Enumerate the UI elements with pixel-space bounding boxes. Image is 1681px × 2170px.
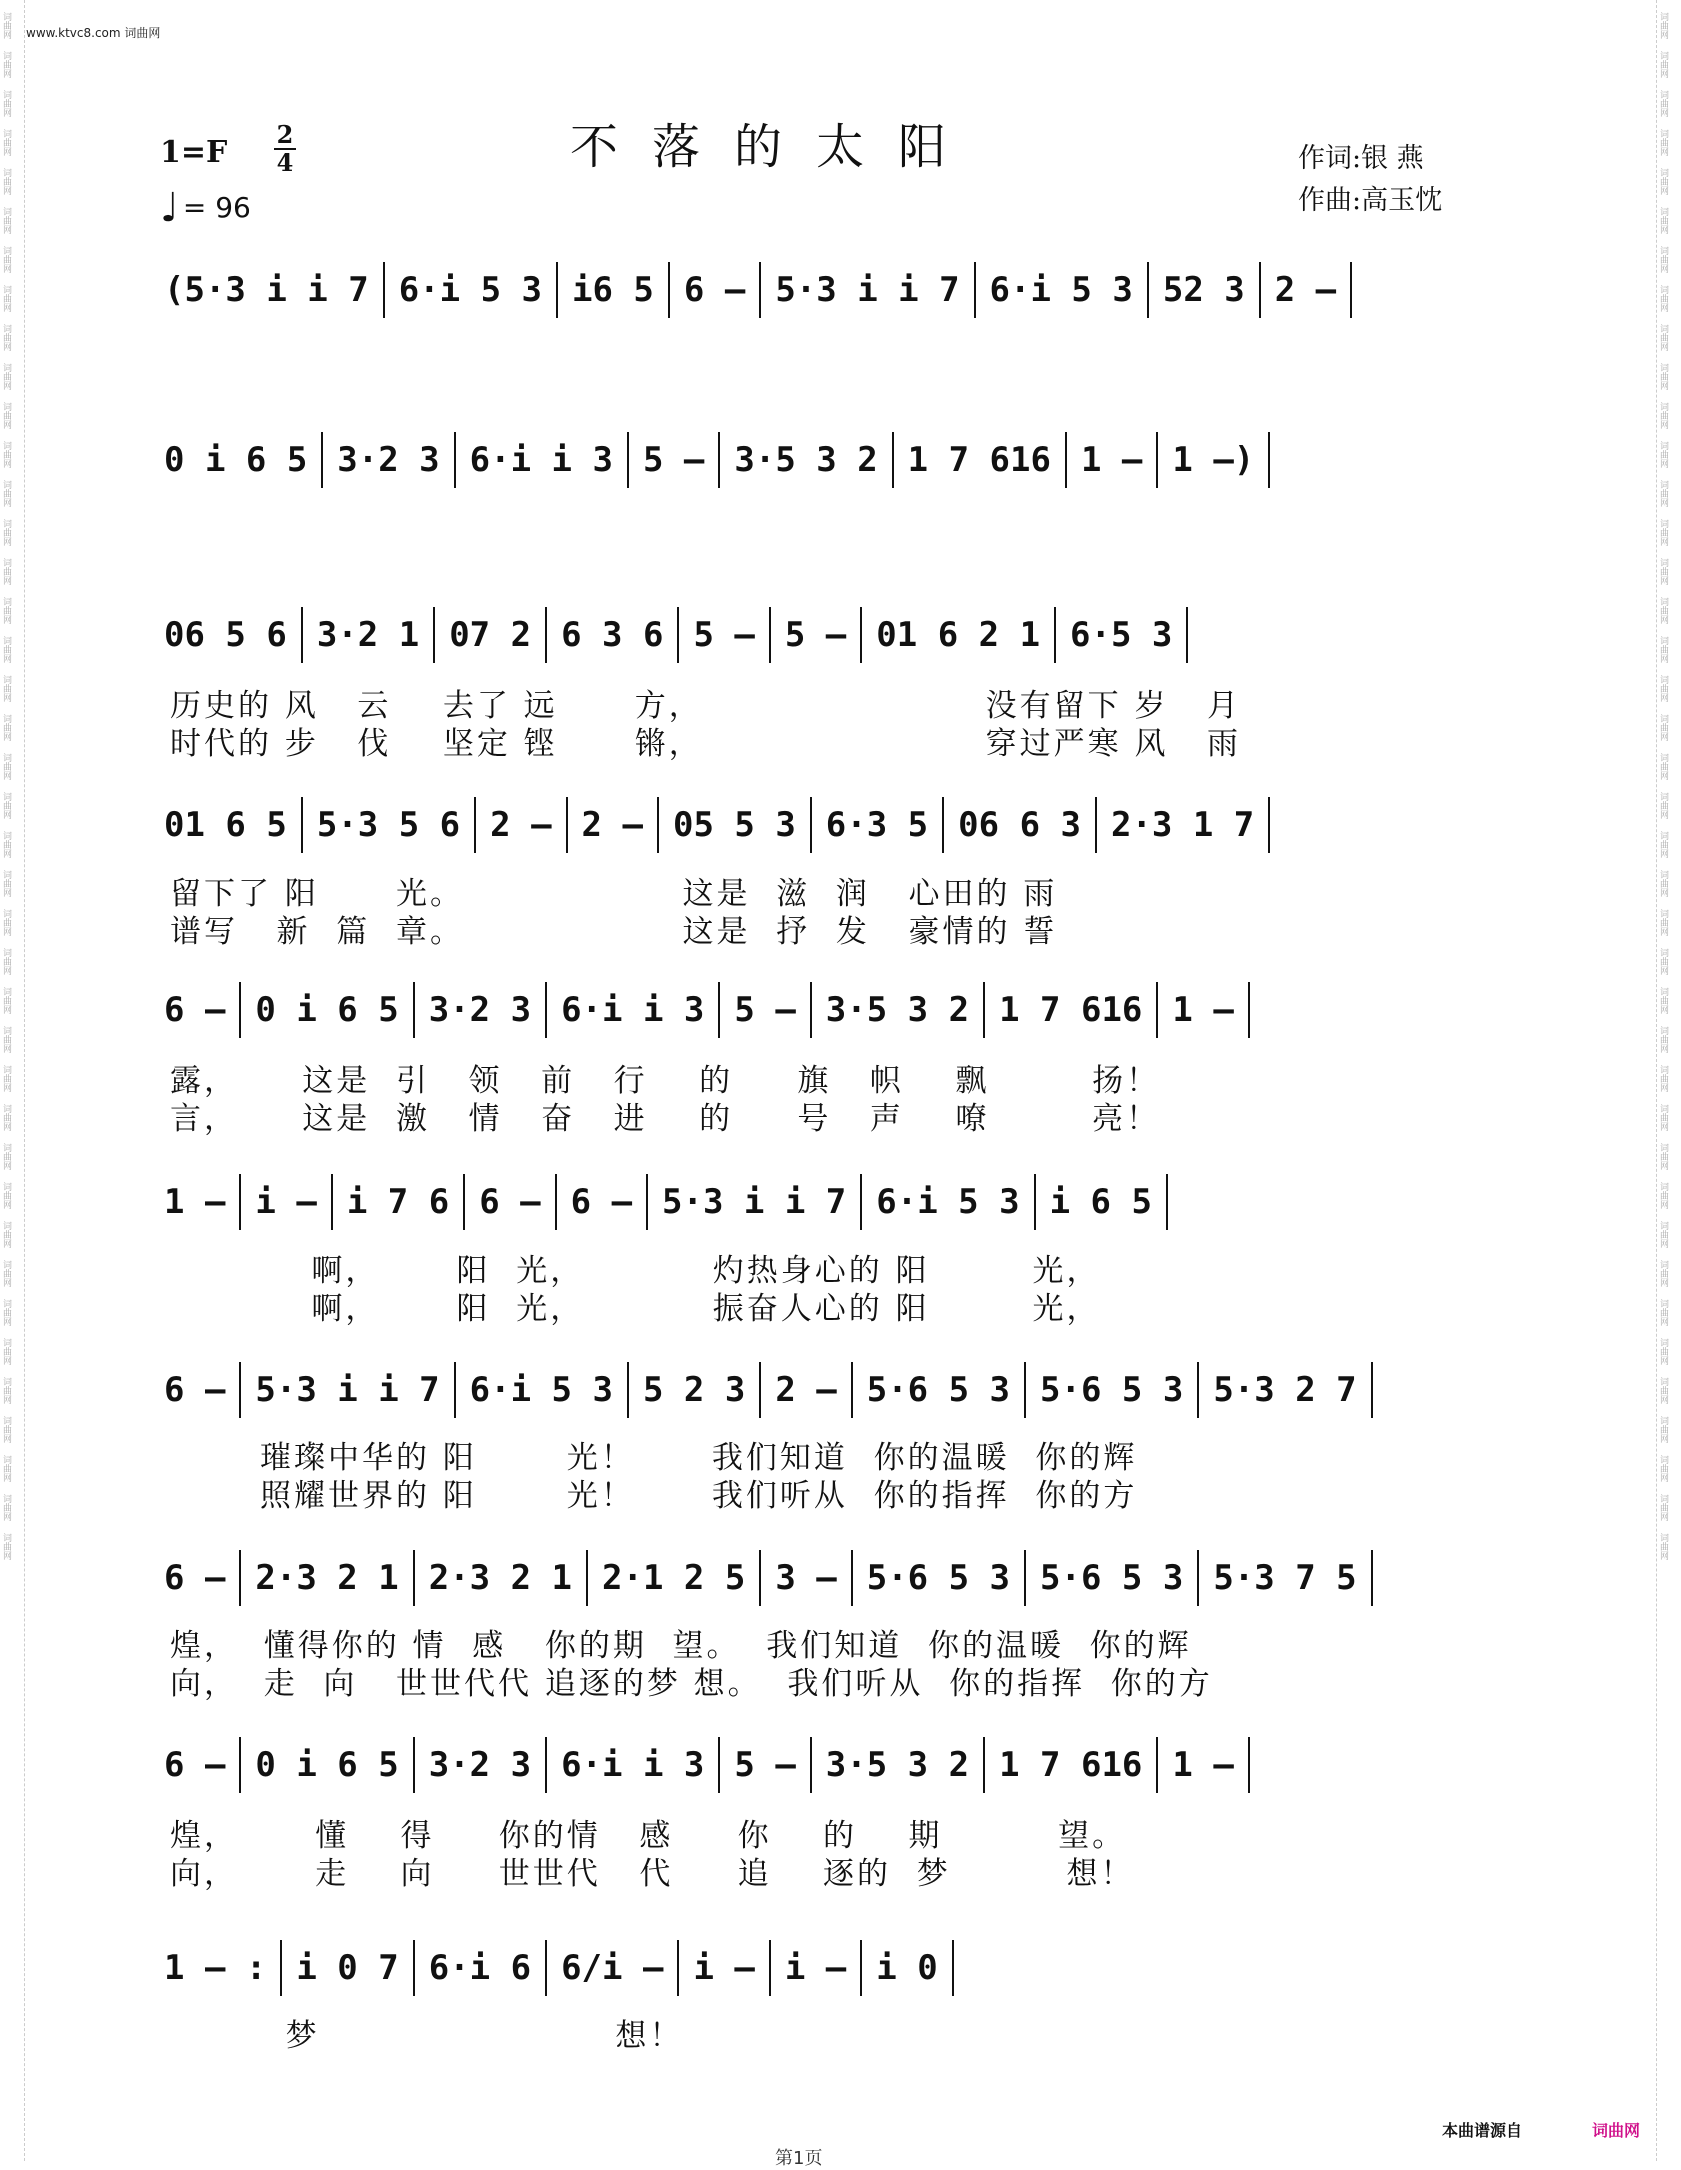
side-watermark: 词曲网 bbox=[1658, 402, 1668, 429]
notation-system bbox=[150, 795, 1501, 855]
notation-system bbox=[150, 1735, 1501, 1795]
measure: 6 – bbox=[668, 262, 759, 318]
side-watermark: 词曲网 bbox=[1, 12, 11, 39]
notation-system bbox=[150, 430, 1501, 490]
measure: 5 – bbox=[769, 607, 860, 663]
measure: 3·2 3 bbox=[413, 1737, 545, 1793]
measure: 3·5 3 2 bbox=[810, 982, 983, 1038]
barline bbox=[1248, 982, 1250, 1038]
side-watermark: 词曲网 bbox=[1658, 1026, 1668, 1053]
measure: 6·i i 3 bbox=[545, 1737, 718, 1793]
lyric-line: 言， 这是 激 情 奋 进 的 号 声 嘹 亮！ bbox=[170, 1101, 1161, 1137]
lyric-line: 啊， 阳 光， 振奋人心的 阳 光， bbox=[170, 1291, 1101, 1327]
side-watermark: 词曲网 bbox=[1658, 792, 1668, 819]
measure: 6·i 5 3 bbox=[860, 1174, 1033, 1230]
measure: 2 – bbox=[566, 797, 657, 853]
measure: 2 – bbox=[474, 797, 565, 853]
side-watermark: 词曲网 bbox=[1658, 1260, 1668, 1287]
measure: 3·2 1 bbox=[301, 607, 433, 663]
side-watermark: 词曲网 bbox=[1, 792, 11, 819]
measure: 3·2 3 bbox=[321, 432, 453, 488]
side-watermark: 词曲网 bbox=[1, 1221, 11, 1248]
side-watermark: 词曲网 bbox=[1, 246, 11, 273]
side-watermark: 词曲网 bbox=[1, 129, 11, 156]
side-watermark: 词曲网 bbox=[1658, 519, 1668, 546]
measure: 6 3 6 bbox=[545, 607, 677, 663]
measure: 6 – bbox=[164, 990, 226, 1030]
measure: 07 2 bbox=[433, 607, 545, 663]
site-header[interactable]: www.ktvc8.com 词曲网 bbox=[26, 26, 161, 40]
measure: 5 2 3 bbox=[627, 1362, 759, 1418]
side-watermark: 词曲网 bbox=[1658, 12, 1668, 39]
side-watermark: 词曲网 bbox=[1658, 480, 1668, 507]
side-watermark: 词曲网 bbox=[1, 1377, 11, 1404]
side-watermark: 词曲网 bbox=[1658, 987, 1668, 1014]
side-watermark: 词曲网 bbox=[1658, 1416, 1668, 1443]
lyric-line: 梦 想！ bbox=[170, 2018, 684, 2054]
measure: 6/i – bbox=[545, 1940, 677, 1996]
barline bbox=[952, 1940, 954, 1996]
side-watermark: 词曲网 bbox=[1, 1299, 11, 1326]
measure: (5·3 i i 7 bbox=[164, 270, 369, 310]
measure: 5·6 5 3 bbox=[851, 1362, 1024, 1418]
time-signature-bottom: 4 bbox=[276, 148, 294, 177]
side-watermark: 词曲网 bbox=[1, 636, 11, 663]
side-watermark: 词曲网 bbox=[1, 1455, 11, 1482]
side-watermark: 词曲网 bbox=[1, 480, 11, 507]
measure: 6·5 3 bbox=[1054, 607, 1186, 663]
side-watermark: 词曲网 bbox=[1658, 246, 1668, 273]
side-watermark: 词曲网 bbox=[1658, 51, 1668, 78]
notation-system bbox=[150, 1360, 1501, 1420]
time-signature-top: 2 bbox=[276, 120, 294, 149]
footer-note: 本曲谱源自 bbox=[1442, 2121, 1523, 2140]
side-watermark: 词曲网 bbox=[1, 675, 11, 702]
lyricist: 作词:银 燕 bbox=[1298, 143, 1424, 174]
notation-system bbox=[150, 1172, 1501, 1232]
side-watermark: 词曲网 bbox=[1658, 1143, 1668, 1170]
measure: 0 i 6 5 bbox=[239, 982, 412, 1038]
lyric-line: 露， 这是 引 领 前 行 的 旗 帜 飘 扬！ bbox=[170, 1063, 1161, 1099]
measure: 5·3 i i 7 bbox=[239, 1362, 453, 1418]
measure: 6 – bbox=[164, 1370, 226, 1410]
side-watermark: 词曲网 bbox=[1, 519, 11, 546]
measure: 5 – bbox=[718, 982, 809, 1038]
side-watermark: 词曲网 bbox=[1658, 675, 1668, 702]
side-watermark: 词曲网 bbox=[1658, 714, 1668, 741]
measure: 5 – bbox=[718, 1737, 809, 1793]
measure: 6·3 5 bbox=[810, 797, 942, 853]
left-margin-strip bbox=[0, 0, 25, 2161]
measure: 6 – bbox=[555, 1174, 646, 1230]
measure: 01 6 2 1 bbox=[860, 607, 1054, 663]
lyric-line: 煌， 懂 得 你的情 感 你 的 期 望。 bbox=[170, 1818, 1127, 1854]
tempo-marking bbox=[160, 185, 251, 231]
side-watermark: 词曲网 bbox=[1658, 207, 1668, 234]
measure: 01 6 5 bbox=[164, 805, 287, 845]
side-watermark: 词曲网 bbox=[1658, 558, 1668, 585]
barline bbox=[1268, 432, 1270, 488]
notation-system bbox=[150, 260, 1501, 320]
time-signature bbox=[274, 122, 296, 176]
measure: 2·3 1 7 bbox=[1095, 797, 1268, 853]
side-watermark: 词曲网 bbox=[1658, 597, 1668, 624]
measure: 1 – bbox=[1156, 1737, 1247, 1793]
measure: 6·i i 3 bbox=[454, 432, 627, 488]
side-watermark: 词曲网 bbox=[1, 987, 11, 1014]
measure: 2·3 2 1 bbox=[413, 1550, 586, 1606]
side-watermark: 词曲网 bbox=[1, 1338, 11, 1365]
side-watermark: 词曲网 bbox=[1658, 1494, 1668, 1521]
side-watermark: 词曲网 bbox=[1, 714, 11, 741]
measure: 1 – bbox=[164, 1182, 226, 1222]
side-watermark: 词曲网 bbox=[1658, 363, 1668, 390]
measure: 1 7 616 bbox=[983, 982, 1156, 1038]
lyric-line: 历史的 风 云 去了 远 方， 没有留下 岁 月 bbox=[170, 688, 1242, 724]
side-watermark: 词曲网 bbox=[1658, 948, 1668, 975]
side-watermark: 词曲网 bbox=[1, 207, 11, 234]
measure: 52 3 bbox=[1147, 262, 1259, 318]
lyric-line: 璀璨中华的 阳 光！ 我们知道 你的温暖 你的辉 bbox=[170, 1440, 1138, 1476]
barline bbox=[1371, 1550, 1373, 1606]
measure: 5 – bbox=[627, 432, 718, 488]
side-watermark: 词曲网 bbox=[1658, 1182, 1668, 1209]
measure: 1 – bbox=[1065, 432, 1156, 488]
measure: 5·6 5 3 bbox=[1024, 1550, 1197, 1606]
measure: 5·3 5 6 bbox=[301, 797, 474, 853]
side-watermark: 词曲网 bbox=[1, 1065, 11, 1092]
measure: i 6 5 bbox=[1034, 1174, 1166, 1230]
measure: 5·6 5 3 bbox=[851, 1550, 1024, 1606]
page-number: 第1页 bbox=[775, 2148, 823, 2169]
measure: 1 – bbox=[1156, 982, 1247, 1038]
side-watermark: 词曲网 bbox=[1, 831, 11, 858]
lyric-line: 留下了 阳 光。 这是 滋 润 心田的 雨 bbox=[170, 876, 1058, 912]
measure: 6·i 5 3 bbox=[383, 262, 556, 318]
side-watermark: 词曲网 bbox=[1658, 1533, 1668, 1560]
measure: 6·i i 3 bbox=[545, 982, 718, 1038]
measure: i6 5 bbox=[556, 262, 668, 318]
measure: 5·3 2 7 bbox=[1197, 1362, 1370, 1418]
measure: 0 i 6 5 bbox=[164, 440, 308, 480]
side-watermark: 词曲网 bbox=[1658, 1104, 1668, 1131]
side-watermark: 词曲网 bbox=[1, 753, 11, 780]
measure: i 7 6 bbox=[331, 1174, 463, 1230]
lyric-line: 啊， 阳 光， 灼热身心的 阳 光， bbox=[170, 1253, 1101, 1289]
side-watermark: 词曲网 bbox=[1, 1260, 11, 1287]
measure: 3·5 3 2 bbox=[810, 1737, 983, 1793]
side-watermark: 词曲网 bbox=[1658, 1377, 1668, 1404]
barline bbox=[1186, 607, 1188, 663]
side-watermark: 词曲网 bbox=[1, 168, 11, 195]
quarter-note-icon: ♩ bbox=[160, 185, 179, 231]
side-watermark: 词曲网 bbox=[1658, 831, 1668, 858]
lyric-line: 照耀世界的 阳 光！ 我们听从 你的指挥 你的方 bbox=[170, 1478, 1138, 1514]
measure: i 0 bbox=[860, 1940, 951, 1996]
measure: i – bbox=[677, 1940, 768, 1996]
barline bbox=[1268, 797, 1270, 853]
measure: 06 5 6 bbox=[164, 615, 287, 655]
measure: 3 – bbox=[759, 1550, 850, 1606]
side-watermark: 词曲网 bbox=[1, 285, 11, 312]
side-watermark: 词曲网 bbox=[1658, 753, 1668, 780]
measure: 6·i 5 3 bbox=[974, 262, 1147, 318]
measure: 5·3 7 5 bbox=[1197, 1550, 1370, 1606]
side-watermark: 词曲网 bbox=[1, 948, 11, 975]
measure: 2·3 2 1 bbox=[239, 1550, 412, 1606]
side-watermark: 词曲网 bbox=[1, 441, 11, 468]
side-watermark: 词曲网 bbox=[1658, 285, 1668, 312]
barline bbox=[1350, 262, 1352, 318]
composer: 作曲:高玉忱 bbox=[1298, 185, 1443, 216]
side-watermark: 词曲网 bbox=[1, 1026, 11, 1053]
side-watermark: 词曲网 bbox=[1658, 870, 1668, 897]
key-signature: 1=F bbox=[160, 135, 228, 170]
side-watermark: 词曲网 bbox=[1, 909, 11, 936]
side-watermark: 词曲网 bbox=[1658, 1338, 1668, 1365]
side-watermark: 词曲网 bbox=[1, 402, 11, 429]
lyric-line: 时代的 步 伐 坚定 铿 锵， 穿过严寒 风 雨 bbox=[170, 726, 1242, 762]
side-watermark: 词曲网 bbox=[1658, 636, 1668, 663]
measure: 6 – bbox=[463, 1174, 554, 1230]
measure: 2·1 2 5 bbox=[586, 1550, 759, 1606]
measure: 6·i 5 3 bbox=[454, 1362, 627, 1418]
side-watermark: 词曲网 bbox=[1658, 1065, 1668, 1092]
measure: 5·6 5 3 bbox=[1024, 1362, 1197, 1418]
measure: 05 5 3 bbox=[657, 797, 810, 853]
side-watermark: 词曲网 bbox=[1658, 1455, 1668, 1482]
barline bbox=[1166, 1174, 1168, 1230]
lyric-line: 煌， 懂得你的 情 感 你的期 望。 我们知道 你的温暖 你的辉 bbox=[170, 1628, 1192, 1664]
notation-system bbox=[150, 605, 1501, 665]
notation-system bbox=[150, 980, 1501, 1040]
footer-logo[interactable]: 词曲网 bbox=[1592, 2121, 1641, 2140]
side-watermark: 词曲网 bbox=[1, 870, 11, 897]
side-watermark: 词曲网 bbox=[1, 1416, 11, 1443]
side-watermark: 词曲网 bbox=[1, 51, 11, 78]
side-watermark: 词曲网 bbox=[1658, 441, 1668, 468]
side-watermark: 词曲网 bbox=[1658, 129, 1668, 156]
side-watermark: 词曲网 bbox=[1, 1533, 11, 1560]
measure: 5·3 i i 7 bbox=[759, 262, 973, 318]
measure: 6 – bbox=[164, 1558, 226, 1598]
tempo-value: = 96 bbox=[182, 191, 251, 224]
side-watermark: 词曲网 bbox=[1658, 90, 1668, 117]
side-watermark: 词曲网 bbox=[1658, 1299, 1668, 1326]
side-watermark: 词曲网 bbox=[1, 90, 11, 117]
side-watermark: 词曲网 bbox=[1, 1143, 11, 1170]
measure: 1 7 616 bbox=[892, 432, 1065, 488]
measure: 6 – bbox=[164, 1745, 226, 1785]
measure: 0 i 6 5 bbox=[239, 1737, 412, 1793]
measure: 1 7 616 bbox=[983, 1737, 1156, 1793]
side-watermark: 词曲网 bbox=[1, 1104, 11, 1131]
notation-system bbox=[150, 1938, 1501, 1998]
measure: 3·5 3 2 bbox=[718, 432, 891, 488]
song-title: 不落的太阳 bbox=[570, 119, 981, 175]
lyric-line: 向， 走 向 世世代代 追逐的梦 想。 我们听从 你的指挥 你的方 bbox=[170, 1666, 1213, 1702]
side-watermark: 词曲网 bbox=[1, 597, 11, 624]
measure: 1 –) bbox=[1156, 432, 1268, 488]
credits bbox=[1298, 138, 1442, 222]
measure: 3·2 3 bbox=[413, 982, 545, 1038]
measure: 06 6 3 bbox=[942, 797, 1095, 853]
measure: i – bbox=[769, 1940, 860, 1996]
right-margin-strip bbox=[1656, 0, 1681, 2161]
side-watermark: 词曲网 bbox=[1658, 909, 1668, 936]
side-watermark: 词曲网 bbox=[1, 1182, 11, 1209]
side-watermark: 词曲网 bbox=[1, 1494, 11, 1521]
barline bbox=[1371, 1362, 1373, 1418]
notation-system bbox=[150, 1548, 1501, 1608]
side-watermark: 词曲网 bbox=[1658, 324, 1668, 351]
measure: i – bbox=[239, 1174, 330, 1230]
measure: 2 – bbox=[1259, 262, 1350, 318]
measure: 5·3 i i 7 bbox=[646, 1174, 860, 1230]
measure: 2 – bbox=[759, 1362, 850, 1418]
lyric-line: 向， 走 向 世世代 代 追 逐的 梦 想！ bbox=[170, 1856, 1135, 1892]
side-watermark: 词曲网 bbox=[1, 363, 11, 390]
side-watermark: 词曲网 bbox=[1658, 168, 1668, 195]
side-watermark: 词曲网 bbox=[1, 558, 11, 585]
measure: 5 – bbox=[677, 607, 768, 663]
measure: i 0 7 bbox=[280, 1940, 412, 1996]
side-watermark: 词曲网 bbox=[1658, 1221, 1668, 1248]
measure: 1 – : bbox=[164, 1948, 267, 1988]
barline bbox=[1248, 1737, 1250, 1793]
lyric-line: 谱写 新 篇 章。 这是 抒 发 豪情的 誓 bbox=[170, 914, 1058, 950]
side-watermark: 词曲网 bbox=[1, 324, 11, 351]
measure: 6·i 6 bbox=[413, 1940, 545, 1996]
